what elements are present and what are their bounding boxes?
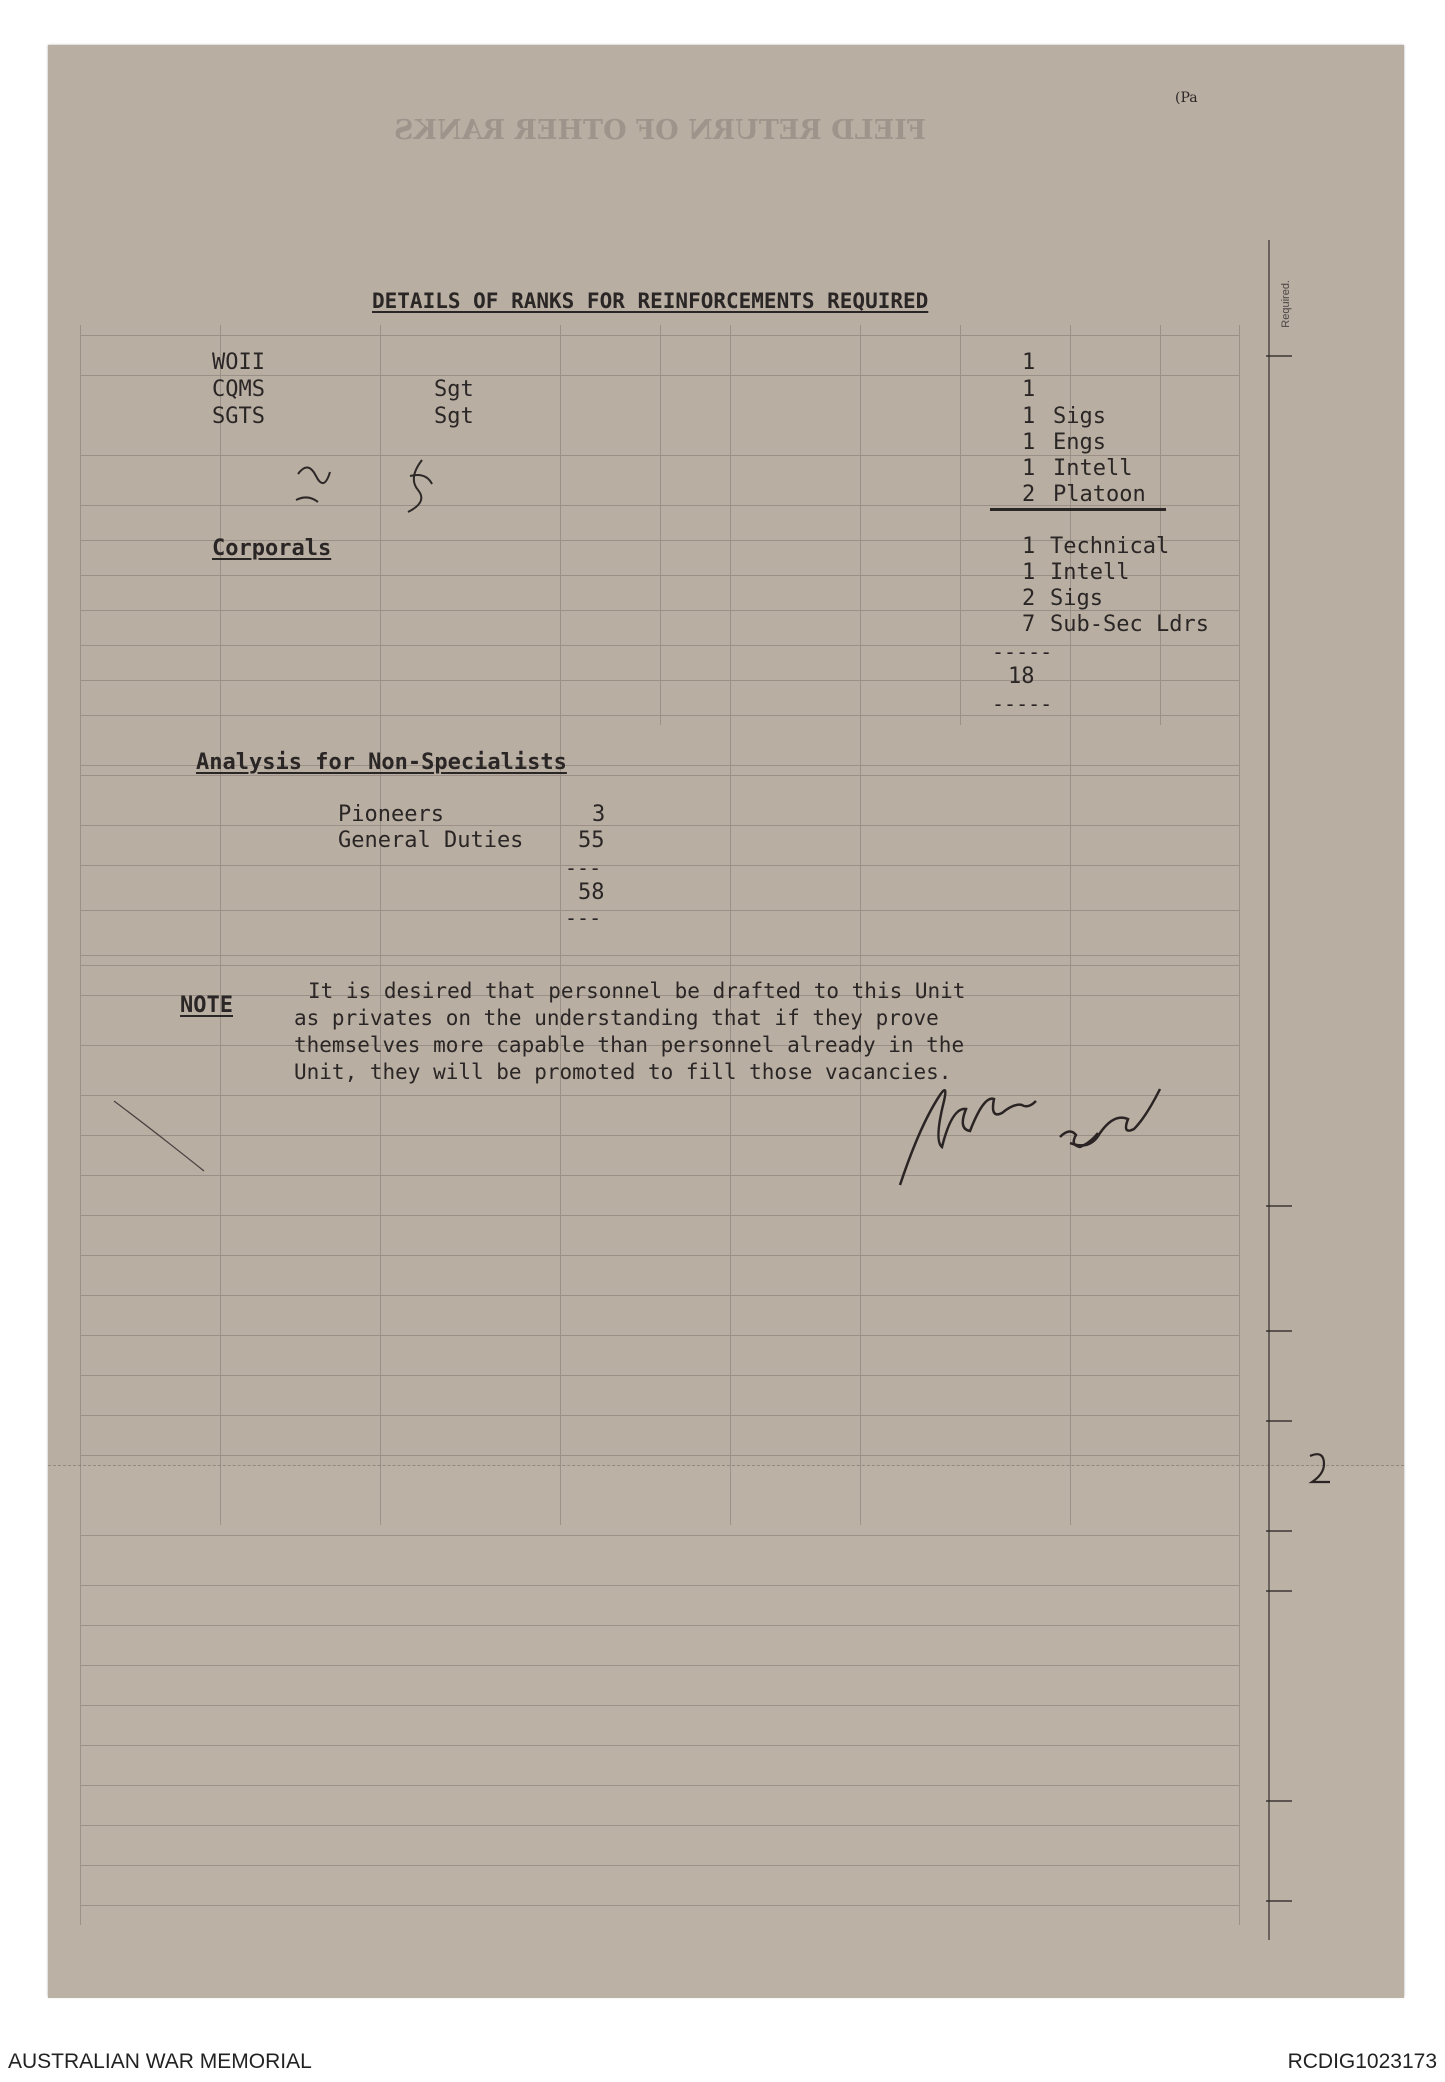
right-label-intell: Intell <box>1053 456 1133 481</box>
corporals-label: Corporals <box>212 536 332 561</box>
note-line-1: It is desired that personnel be drafted to this Unit <box>308 979 966 1003</box>
right-count-4: 1 <box>1022 430 1036 455</box>
lower-fold <box>48 1465 1404 1998</box>
pencil-stroke <box>110 1095 210 1175</box>
footer-item-id: RCDIG1023173 <box>1287 2050 1437 2073</box>
officer-signature <box>890 1065 1180 1205</box>
rank-woii: WOII <box>212 350 265 375</box>
right-label-sigs: Sigs <box>1053 404 1106 429</box>
platoon-rule <box>990 508 1166 511</box>
cpl-label-sigs: Sigs <box>1050 586 1103 611</box>
note-line-4: Unit, they will be promoted to fill those vacancies. <box>294 1060 952 1084</box>
analysis-pioneers-value: 3 <box>592 802 606 827</box>
required-column-strip <box>1268 240 1312 1940</box>
cpl-label-technical: Technical <box>1050 534 1170 559</box>
note-line-2: as privates on the understanding that if they prove <box>294 1006 939 1030</box>
margin-numeral-mark <box>1306 1450 1336 1486</box>
cpl-count-1: 1 <box>1022 534 1036 559</box>
cpl-total: 18 <box>1008 664 1035 689</box>
cpl-total-rule-bottom: ----- <box>992 692 1053 716</box>
analysis-pioneers-label: Pioneers <box>338 802 444 827</box>
analysis-gd-value: 55 <box>578 828 605 853</box>
page-mark: (Pa <box>1175 90 1198 106</box>
strip-label: Required. <box>1280 280 1292 328</box>
analysis-total: 58 <box>578 880 605 905</box>
page-title: DETAILS OF RANKS FOR REINFORCEMENTS REQUIRED <box>372 289 929 313</box>
rank-sgts: SGTS <box>212 404 265 429</box>
rank-cqms: CQMS <box>212 377 265 402</box>
note-label: NOTE <box>180 993 233 1018</box>
rank-cqms-detail: Sgt <box>434 377 474 402</box>
right-label-engs: Engs <box>1053 430 1106 455</box>
cpl-label-subsec: Sub-Sec Ldrs <box>1050 612 1209 637</box>
analysis-heading: Analysis for Non-Specialists <box>196 750 567 775</box>
cpl-label-intell: Intell <box>1050 560 1130 585</box>
cpl-count-4: 7 <box>1022 612 1036 637</box>
cpl-count-3: 2 <box>1022 586 1036 611</box>
note-line-3: themselves more capable than personnel already in the <box>294 1033 965 1057</box>
right-label-platoon: Platoon <box>1053 482 1146 507</box>
cpl-count-2: 1 <box>1022 560 1036 585</box>
right-count-2: 1 <box>1022 377 1036 402</box>
right-count-1: 1 <box>1022 350 1036 375</box>
analysis-rule-top: --- <box>565 856 602 880</box>
rank-sgts-detail: Sgt <box>434 404 474 429</box>
right-count-3: 1 <box>1022 404 1036 429</box>
analysis-rule-bottom: --- <box>565 906 602 930</box>
footer-archive-name: AUSTRALIAN WAR MEMORIAL <box>8 2050 312 2073</box>
right-count-5: 1 <box>1022 456 1036 481</box>
reverse-form-heading: FIELD RETURN OF OTHER RANKS <box>394 115 927 146</box>
cpl-total-rule-top: ----- <box>992 640 1053 664</box>
analysis-gd-label: General Duties <box>338 828 524 853</box>
right-count-6: 2 <box>1022 482 1036 507</box>
handwritten-initials <box>290 452 460 522</box>
